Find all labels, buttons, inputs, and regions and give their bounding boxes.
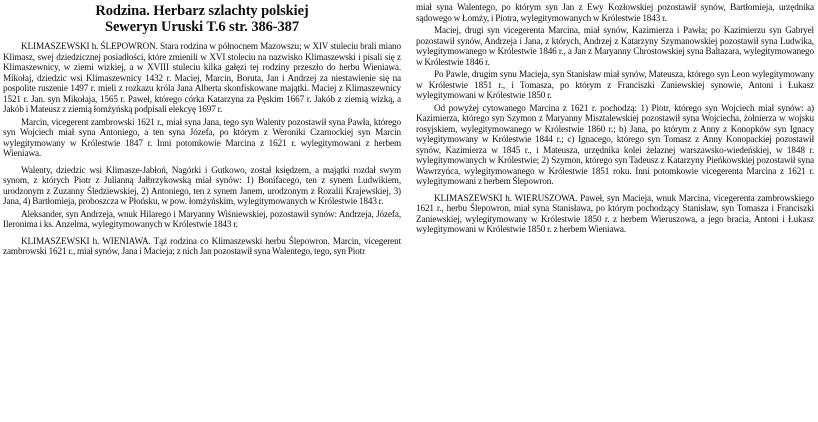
right-column bbox=[416, 0, 814, 235]
paragraph-wieruszowa: KLIMASZEWSKI h. WIERUSZOWA. Paweł, syn Macieja, wnuk Marcina, vicegerenta zambrowskiego 1621 r., herbu Ślepowron, miał syna Stanisława, po którym pochodzący Stanisław, syn Tomasza i Franciszki Zaniewskiej, wylegitymowany w Królestwie 1850 r. z herbem Wieruszowa, a jego bracia, Antoni i Łukasz wylegitymowani w Królestwie 1850 r. z herbem Wieniawa. bbox=[416, 192, 814, 234]
paragraph-aleksander: Aleksander, syn Andrzeja, wnuk Hilarego i Maryanny Wiśniewskiej, pozostawił synów: Andrzeja, Józefa, Ileronima i ks. Anzelma, wylegitymowanych w Królestwie 1843 r. bbox=[3, 208, 401, 229]
title-line-2: Seweryn Uruski T.6 str. 386-387 bbox=[104, 19, 299, 35]
paragraph-pawel: Po Pawle, drugim synu Macieja, syn Stanisław miał synów, Mateusza, którego syn Leon wylegitymowany w Królestwie 1851 r., i Tomasza, po którym z Franciszki Zaniewskiej synowie, Antoni i Łukasz wylegitymowani w Królestwie 1850 r. bbox=[416, 69, 814, 100]
paragraph-walenty: Walenty, dziedzic wsi Klimasze-Jabłoń, Nagórki i Gutkowo, został księdzem, a majątki rozdał swym synom, z których Piotr z Julianną Jałbrzykowską miał synów: 1) Bonifacego, ten z synem Ludwikiem, urodzonym z Zuzanny Śledziewskiej, 2) Antoniego, ten z synem Janem, urodzonym z Rozalii Krajewskiej, 3) Jana, 4) Bartłomieja, proboszcza w Płońsku, w pow. łomżyńskim, wylegitymowanych w Królestwie 1843 r. bbox=[3, 164, 401, 206]
paragraph-maciej: Maciej, drugi syn vicegerenta Marcina, miał synów, Kazimierza i Pawła; po Kazimierzu syn Gabryel pozostawił synów, Andrzeja i Jana, z których, Andrzej z Katarzyny Szymanowskiej pozostawił syna Ludwika, wylegitymowanego w Królestwie 1846 r., a Jan z Maryanny Chrostowskiej syna Baltazara, wylegitymowanego w Królestwie 1846 r. bbox=[416, 25, 814, 67]
paragraph-marcin: Marcin, vicegerent zambrowski 1621 r., miał syna Jana, tego syn Walenty pozostawił syna Pawła, którego syn Wojciech miał syna Antoniego, a ten syna Józefa, po którym z Weroniki Czarnockiej syn Marcin wylegitymowany w Królestwie 1847 r. Inni potomkowie Marcina z 1621 r. wylegitymowani z herbem Wieniawa. bbox=[3, 116, 401, 158]
title-line-1: Rodzina. Herbarz szlachty polskiej bbox=[95, 3, 309, 19]
paragraph-slepowron-intro: KLIMASZEWSKI h. ŚLEPOWRON. Stara rodzina w północnem Mazowszu; w XIV stuleciu brali miano Klimasz, swej dziedzicznej posiadłości, które zmienili w XVI stoleciu na nazwisko Klimaszewski i pisali się z Klimaszewnicy, w ziemi wizkiej, a w XVIII stuleciu kilka gałęzi tej rodziny przeszło do herbu Wieniawa. Mikołaj, dziedzic wsi Klimaszewnicy 1432 r. Maciej, Marcin, Boruta, Jan i Andrzej za niestawienie się na pospolite ruszenie 1497 r. mieli z rozkazu króla Jana Alberta skonfiskowane majątki. Maciej z Klimaszewnicy 1521 r. Jan. syn Mikołaja, 1565 r. Paweł, którego córka Katarzyna za Pęskim 1667 r. Jakób z ziemią wizką, a Jakób i Mateusz z ziemią łomżyńską podpisali elekcyę 1697 r. bbox=[3, 41, 401, 114]
left-column bbox=[3, 0, 401, 257]
paragraph-wieniawa: KLIMASZEWSKI h. WIENIAWA. Tąż rodzina co Klimaszewski herbu Ślepowron. Marcin, vicegerent zambrowski 1621 r., miał synów, Jana i Macieja; z nich Jan pozostawił syna Walentego, tego, syn Piotr bbox=[3, 235, 401, 256]
paragraph-descendants: Od powyżej cytowanego Marcina z 1621 r. pochodzą: 1) Piotr, którego syn Wojciech miał synów: a) Kazimierza, którego syn Szymon z Maryanny Misztalewskiej pozostawił syna Wojciecha, żołnierza w wojsku rosyjskiem, wylegitymowanego w Królestwie 1860 r.; b) Jana, po którym z Anny z Konopków syn Ignacy wylegitymowany w Królestwie 1844 r.; c) Ignacego, którego syn Tomasz z Anny Konopackiej pozostawił synów, Kazimierza w 1845 r., i Mateusza, urzędnika kolei żelaznej warszawsko-wiedeńskiej, w 1848 r. wylegitymowanych w Królestwie; 2) Szymon, którego syn Tadeusz z Katarzyny Pieńkowskiej pozostawił syna Wawrzyńca, wylegitymowanego w Królestwie 1851 roku. Inni potomkowie vicegerenta Marcina z 1621 r. wylegitymowani z herbem Ślepowron. bbox=[416, 102, 814, 186]
paragraph-walentego: miał syna Walentego, po którym syn Jan z Ewy Kozłowskiej pozostawił synów, Bartłomieja, urzędnika sądowego w Łomży, i Piotra, wylegitymowanych w Królestwie 1843 r. bbox=[416, 2, 814, 23]
document-title bbox=[3, 3, 401, 35]
